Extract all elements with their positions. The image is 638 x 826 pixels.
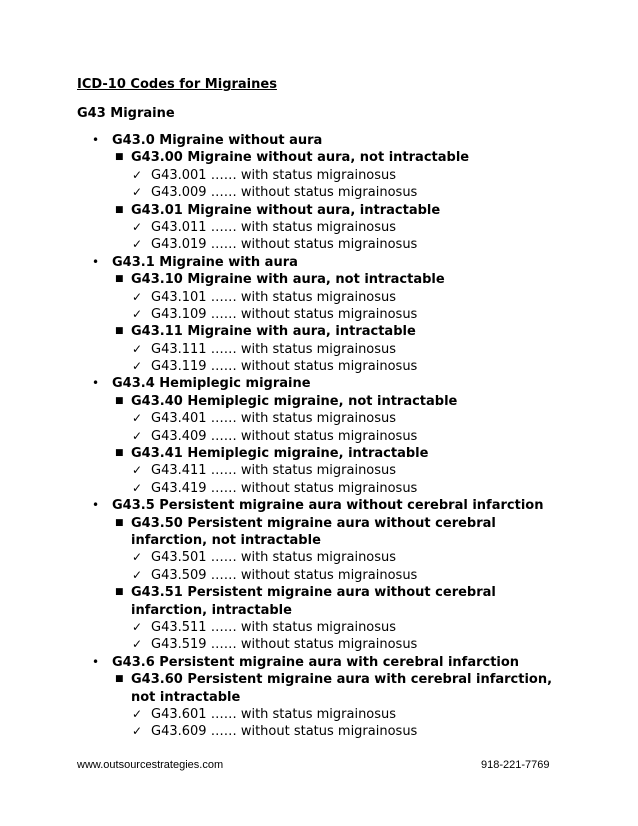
code-entry-text: G43.601 …… with status migrainosus [151, 706, 397, 722]
code-entry-text: G43.401 …… with status migrainosus [151, 411, 397, 427]
checkmark-icon: ✓ [132, 185, 143, 200]
code-entry-text: G43.109 …… without status migrainosus [151, 306, 418, 322]
code-subcategory-text: G43.41 Hemiplegic migraine, intractable [131, 446, 429, 462]
code-category [0, 654, 638, 671]
bullet-square-icon: ■ [115, 395, 124, 406]
checkmark-icon: ✓ [132, 550, 143, 565]
code-subcategory [0, 584, 638, 619]
code-category [0, 132, 638, 149]
bullet-square-icon: ■ [115, 517, 124, 528]
code-entry [0, 428, 638, 445]
checkmark-icon: ✓ [132, 341, 143, 356]
bullet-dot-icon: • [92, 498, 100, 513]
code-subcategory-text: G43.10 Migraine with aura, not intractable [131, 272, 445, 288]
code-entry-text: G43.101 …… with status migrainosus [151, 289, 397, 305]
code-subcategory-text: G43.50 Persistent migraine aura without cerebral infarction, not intractable [131, 515, 496, 548]
code-entry [0, 167, 638, 184]
code-entry-text: G43.111 …… with status migrainosus [151, 341, 397, 357]
code-entry [0, 549, 638, 566]
code-entry-text: G43.609 …… without status migrainosus [151, 724, 418, 740]
bullet-dot-icon: • [92, 654, 100, 669]
checkmark-icon: ✓ [132, 637, 143, 652]
code-entry [0, 619, 638, 636]
code-entry [0, 341, 638, 358]
code-entry [0, 636, 638, 653]
code-category [0, 497, 638, 514]
code-entry [0, 219, 638, 236]
code-entry-text: G43.501 …… with status migrainosus [151, 550, 397, 566]
section-title: G43 Migraine [77, 106, 175, 121]
code-subcategory-text: G43.01 Migraine without aura, intractable [131, 202, 441, 218]
code-category-text: G43.6 Persistent migraine aura with cerebral infarction [112, 654, 520, 670]
code-subcategory-text: G43.51 Persistent migraine aura without cerebral infarction, intractable [131, 585, 496, 618]
bullet-square-icon: ■ [115, 448, 124, 459]
bullet-square-icon: ■ [115, 204, 124, 215]
code-entry-text: G43.019 …… without status migrainosus [151, 237, 418, 253]
checkmark-icon: ✓ [132, 463, 143, 478]
code-subcategory [0, 515, 638, 550]
code-entry-text: G43.009 …… without status migrainosus [151, 185, 418, 201]
code-subcategory-text: G43.60 Persistent migraine aura with cerebral infarction, not intractable [131, 672, 553, 705]
checkmark-icon: ✓ [132, 306, 143, 321]
code-subcategory [0, 393, 638, 410]
code-subcategory [0, 202, 638, 219]
code-category-text: G43.0 Migraine without aura [112, 133, 323, 148]
checkmark-icon: ✓ [132, 724, 143, 739]
document-title: ICD-10 Codes for Migraines [77, 77, 277, 92]
checkmark-icon: ✓ [132, 289, 143, 304]
checkmark-icon: ✓ [132, 706, 143, 721]
code-subcategory-text: G43.11 Migraine with aura, intractable [131, 324, 416, 340]
code-entry [0, 236, 638, 253]
code-entry-text: G43.001 …… with status migrainosus [151, 167, 397, 183]
code-entry [0, 723, 638, 740]
code-category [0, 375, 638, 392]
checkmark-icon: ✓ [132, 237, 143, 252]
code-subcategory-text: G43.40 Hemiplegic migraine, not intractable [131, 393, 458, 409]
bullet-square-icon: ■ [115, 274, 124, 285]
code-entry [0, 289, 638, 306]
code-subcategory [0, 271, 638, 288]
code-entry [0, 567, 638, 584]
code-entry-text: G43.509 …… without status migrainosus [151, 567, 418, 583]
bullet-dot-icon: • [92, 376, 100, 391]
code-category-text: G43.5 Persistent migraine aura without cerebral infarction [112, 498, 544, 514]
checkmark-icon: ✓ [132, 167, 143, 182]
code-entry-text: G43.119 …… without status migrainosus [151, 359, 418, 375]
bullet-square-icon: ■ [115, 587, 124, 598]
code-entry-text: G43.409 …… without status migrainosus [151, 428, 418, 444]
code-entry-text: G43.411 …… with status migrainosus [151, 463, 397, 479]
bullet-dot-icon: • [92, 254, 100, 269]
checkmark-icon: ✓ [132, 359, 143, 374]
checkmark-icon: ✓ [132, 619, 143, 634]
code-subcategory [0, 323, 638, 340]
code-entry [0, 706, 638, 723]
code-entry-text: G43.419 …… without status migrainosus [151, 480, 418, 496]
checkmark-icon: ✓ [132, 480, 143, 495]
code-entry [0, 462, 638, 479]
code-entry [0, 306, 638, 323]
code-subcategory [0, 671, 638, 706]
code-entry [0, 358, 638, 375]
checkmark-icon: ✓ [132, 219, 143, 234]
code-entry-text: G43.011 …… with status migrainosus [151, 219, 397, 235]
code-category-text: G43.1 Migraine with aura [112, 254, 298, 270]
code-category-text: G43.4 Hemiplegic migraine [112, 376, 311, 392]
code-entry [0, 184, 638, 201]
code-entry [0, 410, 638, 427]
code-category [0, 254, 638, 271]
checkmark-icon: ✓ [132, 567, 143, 582]
bullet-square-icon: ■ [115, 152, 124, 163]
checkmark-icon: ✓ [132, 411, 143, 426]
bullet-square-icon: ■ [115, 326, 124, 337]
code-entry-text: G43.519 …… without status migrainosus [151, 637, 418, 653]
footer-website: www.outsourcestrategies.com [77, 759, 224, 771]
bullet-square-icon: ■ [115, 674, 124, 685]
checkmark-icon: ✓ [132, 428, 143, 443]
footer-phone: 918-221-7769 [481, 759, 550, 771]
code-entry-text: G43.511 …… with status migrainosus [151, 619, 397, 635]
code-subcategory [0, 445, 638, 462]
code-outline [0, 132, 638, 741]
code-subcategory [0, 149, 638, 166]
code-entry [0, 480, 638, 497]
code-subcategory-text: G43.00 Migraine without aura, not intractable [131, 150, 470, 166]
bullet-dot-icon: • [92, 133, 100, 147]
